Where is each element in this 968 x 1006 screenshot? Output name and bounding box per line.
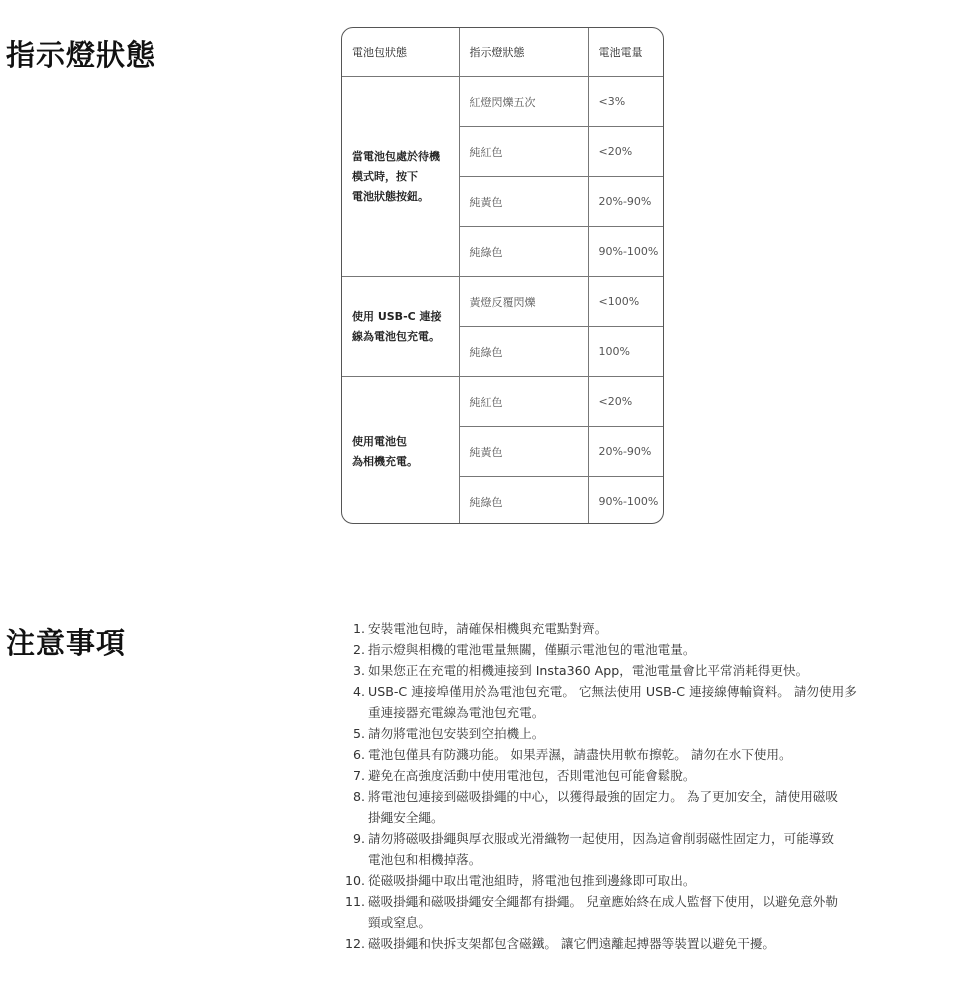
indicator-light-cell: 純紅色: [459, 377, 588, 427]
note-line: 磁吸掛繩和磁吸掛繩安全繩都有掛繩。 兒童應始終在成人監督下使用，以避免意外勒: [368, 894, 838, 909]
note-number: 1.: [352, 621, 365, 636]
note-line: 電池包和相機掉落。: [368, 852, 482, 867]
indicator-light-cell: 純黃色: [459, 177, 588, 227]
note-number: 5.: [352, 726, 365, 741]
note-line: 頸或窒息。: [368, 915, 431, 930]
note-number: 10.: [344, 873, 365, 888]
note-text: [368, 744, 965, 765]
note-number: 3.: [352, 663, 365, 678]
indicator-table-container: [341, 27, 664, 524]
note-text: [368, 933, 965, 954]
battery-state-cell: [342, 377, 459, 525]
note-item: [343, 744, 965, 765]
note-text: [368, 639, 965, 660]
note-number: 2.: [352, 642, 365, 657]
battery-state-cell: [342, 77, 459, 277]
note-line: 從磁吸掛繩中取出電池組時，將電池包推到邊緣即可取出。: [368, 873, 696, 888]
note-text: [368, 681, 965, 723]
note-text: [368, 723, 965, 744]
note-line: 磁吸掛繩和快拆支架都包含磁鐵。 讓它們遠離起搏器等裝置以避免干擾。: [368, 936, 776, 951]
column-header: 電池電量: [588, 28, 664, 77]
indicator-light-cell: 純綠色: [459, 477, 588, 525]
battery-state-line: 為相機充電。: [352, 454, 418, 468]
note-line: 如果您正在充電的相機連接到 Insta360 App，電池電量會比平常消耗得更快。: [368, 663, 809, 678]
note-item: [343, 891, 965, 933]
note-item: [343, 639, 965, 660]
battery-state-line: 電池狀態按鈕。: [352, 189, 429, 203]
note-line: 電池包僅具有防濺功能。 如果弄濕，請盡快用軟布擦乾。 請勿在水下使用。: [368, 747, 792, 762]
indicator-light-cell: 黃燈反覆閃爍: [459, 277, 588, 327]
battery-level-cell: 20%-90%: [588, 427, 664, 477]
battery-state-cell: [342, 277, 459, 377]
note-number: 7.: [352, 768, 365, 783]
note-number: 12.: [344, 936, 365, 951]
note-line: 安裝電池包時，請確保相機與充電點對齊。: [368, 621, 608, 636]
battery-level-cell: <3%: [588, 77, 664, 127]
note-text: [368, 660, 965, 681]
column-header: 電池包狀態: [342, 28, 459, 77]
table-header-row: [342, 28, 664, 77]
indicator-light-cell: 純綠色: [459, 227, 588, 277]
notes-heading: 注意事項: [6, 626, 127, 660]
note-line: 避免在高強度活動中使用電池包，否則電池包可能會鬆脫。: [368, 768, 696, 783]
note-item: [343, 870, 965, 891]
note-text: [368, 765, 965, 786]
note-item: [343, 618, 965, 639]
note-item: [343, 786, 965, 828]
note-line: USB-C 連接埠僅用於為電池包充電。 它無法使用 USB-C 連接線傳輸資料。 請勿使用多: [368, 684, 857, 699]
notes-list: [343, 618, 965, 954]
indicator-light-cell: 純綠色: [459, 327, 588, 377]
battery-level-cell: 90%-100%: [588, 227, 664, 277]
table-row: [342, 377, 664, 427]
note-line: 掛繩安全繩。: [368, 810, 444, 825]
note-number: 6.: [352, 747, 365, 762]
battery-level-cell: <20%: [588, 377, 664, 427]
indicator-light-cell: 純紅色: [459, 127, 588, 177]
note-number: 9.: [352, 831, 365, 846]
note-text: [368, 786, 965, 828]
note-number: 8.: [352, 789, 365, 804]
note-item: [343, 828, 965, 870]
note-text: [368, 828, 965, 870]
battery-state-line: 線為電池包充電。: [352, 329, 440, 343]
indicator-light-cell: 紅燈閃爍五次: [459, 77, 588, 127]
note-line: 請勿將磁吸掛繩與厚衣服或光滑織物一起使用，因為這會削弱磁性固定力，可能導致: [368, 831, 834, 846]
note-number: 11.: [344, 894, 365, 909]
battery-state-line: 使用電池包: [352, 434, 407, 448]
note-item: [343, 765, 965, 786]
battery-state-line: 使用 USB-C 連接: [352, 309, 442, 323]
battery-state-line: 當電池包處於待機: [352, 149, 440, 163]
battery-level-cell: 20%-90%: [588, 177, 664, 227]
note-text: [368, 618, 965, 639]
note-line: 重連接器充電線為電池包充電。: [368, 705, 545, 720]
note-line: 請勿將電池包安裝到空拍機上。: [368, 726, 545, 741]
note-item: [343, 681, 965, 723]
battery-level-cell: 90%-100%: [588, 477, 664, 525]
table-row: [342, 277, 664, 327]
note-line: 指示燈與相機的電池電量無關，僅顯示電池包的電池電量。: [368, 642, 696, 657]
battery-level-cell: <100%: [588, 277, 664, 327]
note-number: 4.: [352, 684, 365, 699]
note-text: [368, 870, 965, 891]
note-item: [343, 660, 965, 681]
indicator-light-cell: 純黃色: [459, 427, 588, 477]
battery-level-cell: 100%: [588, 327, 664, 377]
note-item: [343, 933, 965, 954]
table-row: [342, 77, 664, 127]
battery-state-line: 模式時，按下: [352, 169, 418, 183]
indicator-heading: 指示燈狀態: [6, 38, 157, 72]
note-line: 將電池包連接到磁吸掛繩的中心，以獲得最強的固定力。 為了更加安全，請使用磁吸: [368, 789, 838, 804]
note-text: [368, 891, 965, 933]
battery-level-cell: <20%: [588, 127, 664, 177]
indicator-table: [342, 28, 664, 524]
column-header: 指示燈狀態: [459, 28, 588, 77]
note-item: [343, 723, 965, 744]
